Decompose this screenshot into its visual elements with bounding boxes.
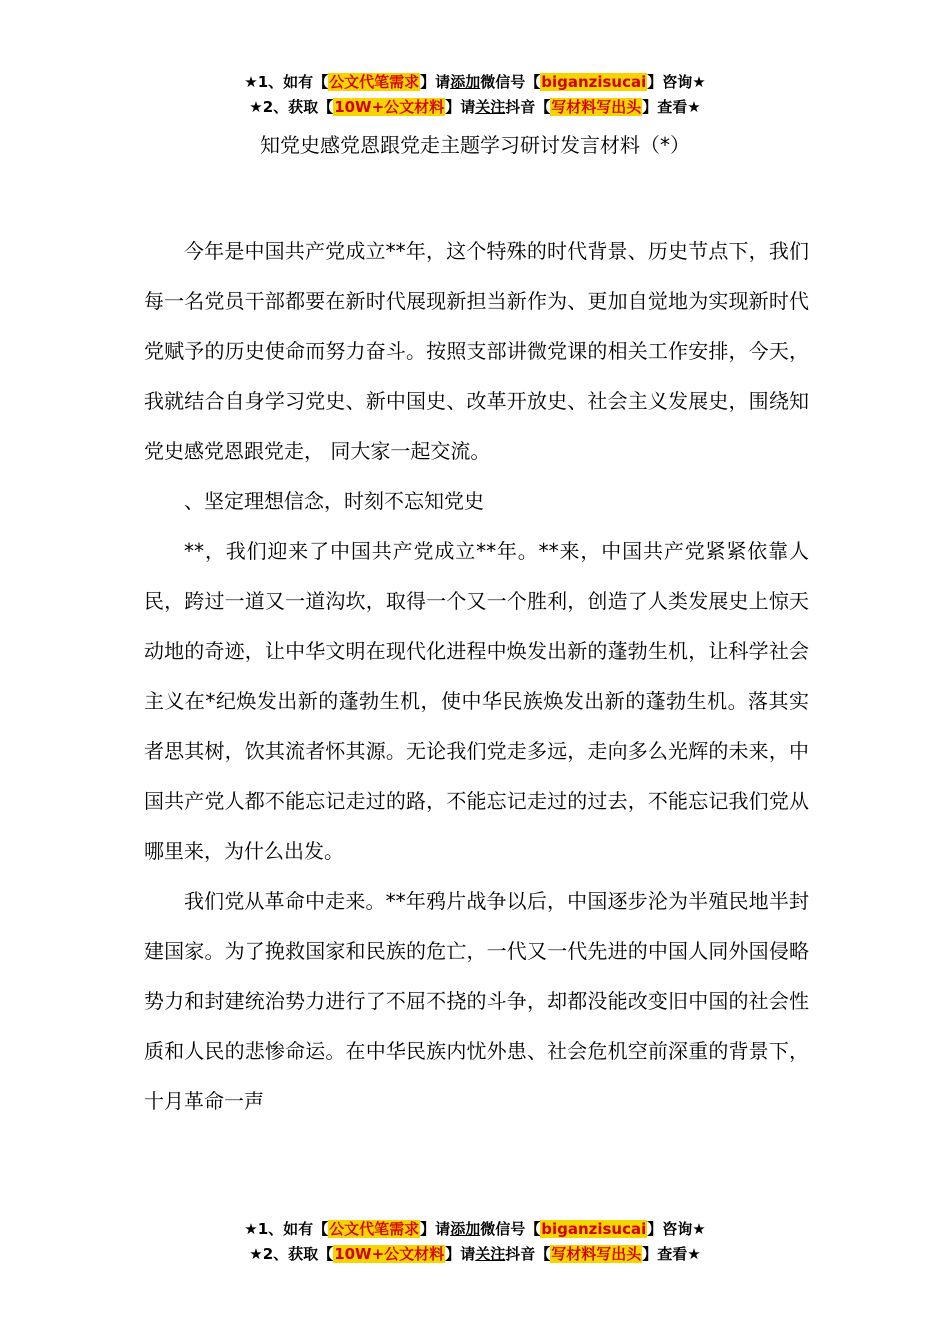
footer-banner-line-1 — [0, 1217, 950, 1242]
banner-line-2-prefix: ★2、获取【 — [249, 98, 334, 116]
footer-line-1-highlight-wechat: biganzisucai — [541, 1220, 647, 1238]
footer-line-2-mid: 】请 — [445, 1245, 476, 1263]
footer-line-2-prefix: ★2、获取【 — [249, 1245, 334, 1263]
banner-line-1-underline: 添加 — [450, 73, 481, 91]
document-title: 知党史感党恩跟党走主题学习研讨发言材料（*） — [260, 133, 690, 157]
banner-line-2-suffix: 】查看★ — [642, 98, 701, 116]
banner-line-2-highlight-douyin: 写材料写出头 — [551, 98, 642, 116]
banner-line-2-mid2: 抖音【 — [505, 98, 551, 116]
paragraph-revolution: 我们党从革命中走来。**年鸦片战争以后，中国逐步沦为半殖民地半封建国家。为了挽救国家和民族的危亡，一代又一代先进的中国人同外国侵略势力和封建统治势力进行了不屈不挠的斗争，却都没能改变旧中国的社会性质和人民的悲惨命运。在中华民族内忧外患、社会危机空前深重的背景下，十月革命一声 — [144, 889, 809, 1113]
footer-line-1-highlight-service: 公文代笔需求 — [329, 1220, 420, 1238]
footer-line-2-suffix: 】查看★ — [642, 1245, 701, 1263]
banner-line-1-prefix: ★1、如有【 — [244, 73, 329, 91]
footer-line-2-highlight-douyin: 写材料写出头 — [551, 1245, 642, 1263]
banner-line-2-underline: 关注 — [475, 98, 506, 116]
banner-line-2-mid: 】请 — [445, 98, 476, 116]
footer-line-2-mid2: 抖音【 — [505, 1245, 551, 1263]
banner-line-1-highlight-wechat: biganzisucai — [541, 73, 647, 91]
paragraph-anniversary: **，我们迎来了中国共产党成立**年。**来，中国共产党紧紧依靠人民，跨过一道又一道沟坎，取得一个又一个胜利，创造了人类发展史上惊天动地的奇迹，让中华文明在现代化进程中焕发出新的蓬勃生机，让科学社会主义在*纪焕发出新的蓬勃生机，使中华民族焕发出新的蓬勃生机。落其实者思其树，饮其流者怀其源。无论我们党走多远，走向多么光辉的未来，中国共产党人都不能忘记走过的路，不能忘记走过的过去，不能忘记我们党从哪里来，为什么出发。 — [144, 539, 809, 863]
banner-line-2 — [0, 95, 950, 120]
footer-line-1-underline: 添加 — [450, 1220, 481, 1238]
header-banner — [0, 70, 950, 120]
document-body — [144, 226, 809, 1126]
footer-line-1-mid2: 微信号【 — [480, 1220, 541, 1238]
section-heading: 、坚定理想信念，时刻不忘知党史 — [184, 489, 484, 513]
banner-line-1-mid: 】请 — [420, 73, 451, 91]
footer-line-2-underline: 关注 — [475, 1245, 506, 1263]
footer-banner — [0, 1217, 950, 1267]
banner-line-1-highlight-service: 公文代笔需求 — [329, 73, 420, 91]
banner-line-2-highlight-materials: 10W+公文材料 — [334, 98, 445, 116]
paragraph-intro: 今年是中国共产党成立**年，这个特殊的时代背景、历史节点下，我们每一名党员干部都要在新时代展现新担当新作为、更加自觉地为实现新时代党赋予的历史使命而努力奋斗。按照支部讲微党课的相关工作安排，今天，我就结合自身学习党史、新中国史、改革开放史、社会主义发展史，围绕知党史感党恩跟党走， 同大家一起交流。 — [144, 239, 809, 463]
footer-line-1-mid: 】请 — [420, 1220, 451, 1238]
banner-line-1 — [0, 70, 950, 95]
footer-line-1-prefix: ★1、如有【 — [244, 1220, 329, 1238]
footer-banner-line-2 — [0, 1242, 950, 1267]
banner-line-1-suffix: 】咨询★ — [647, 73, 706, 91]
banner-line-1-mid2: 微信号【 — [480, 73, 541, 91]
footer-line-1-suffix: 】咨询★ — [647, 1220, 706, 1238]
footer-line-2-highlight-materials: 10W+公文材料 — [334, 1245, 445, 1263]
